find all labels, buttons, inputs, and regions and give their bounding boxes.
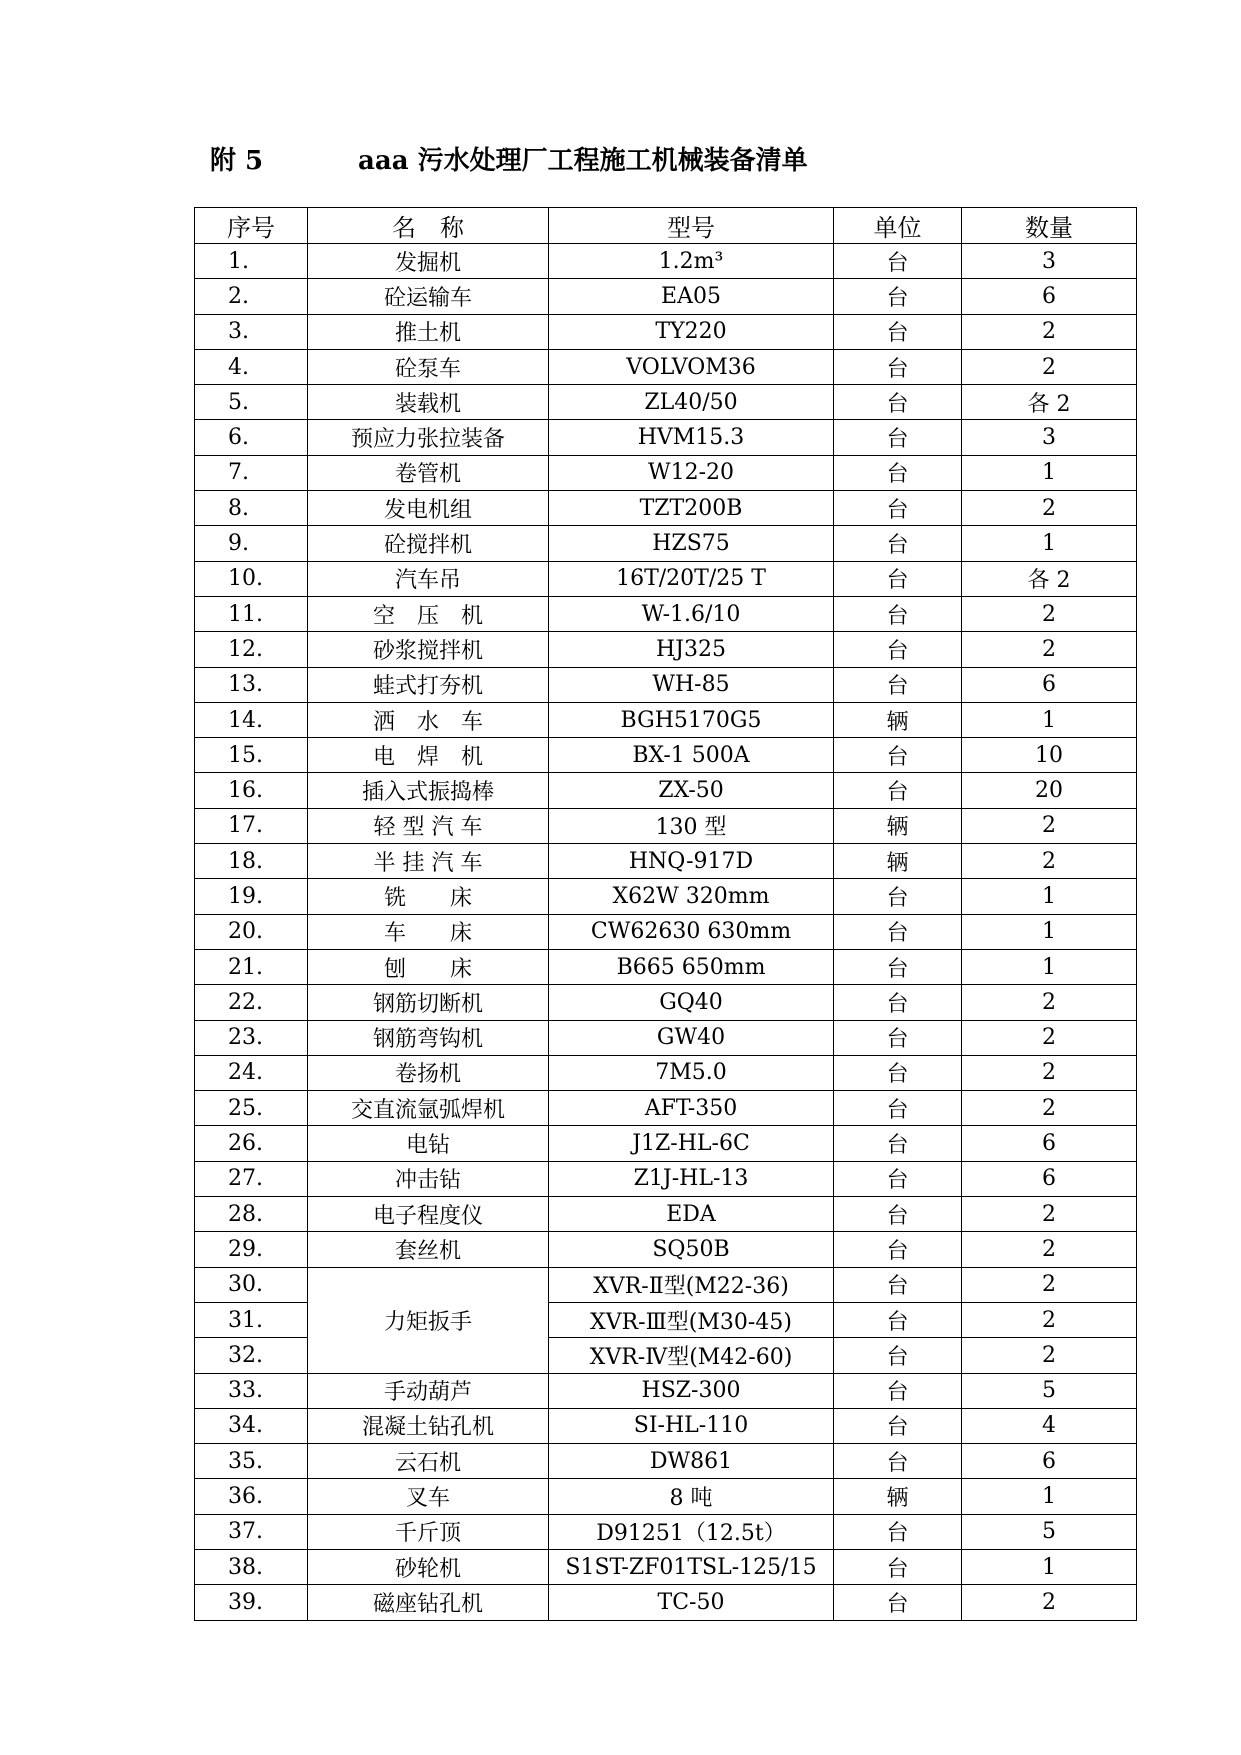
- cell-model: ZX-50: [549, 773, 834, 808]
- cell-quantity: 2: [962, 1232, 1137, 1267]
- cell-name: 卷管机: [308, 455, 549, 490]
- cell-name: 空 压 机: [308, 596, 549, 631]
- cell-model: 16T/20T/25 T: [549, 561, 834, 596]
- cell-index: 27.: [195, 1161, 308, 1196]
- cell-model: XVR-Ⅱ型(M22-36): [549, 1267, 834, 1302]
- table-row: [195, 985, 1137, 1020]
- cell-name: 力矩扳手: [308, 1267, 549, 1373]
- cell-name: 蛙式打夯机: [308, 667, 549, 702]
- cell-index: 2.: [195, 279, 308, 314]
- cell-quantity: 2: [962, 596, 1137, 631]
- cell-quantity: 5: [962, 1373, 1137, 1408]
- cell-unit: 台: [834, 1514, 962, 1549]
- cell-unit: 台: [834, 773, 962, 808]
- cell-name: 洒 水 车: [308, 702, 549, 737]
- cell-unit: 台: [834, 526, 962, 561]
- cell-index: 31.: [195, 1302, 308, 1337]
- cell-name: 钢筋弯钩机: [308, 1020, 549, 1055]
- cell-name: 预应力张拉装备: [308, 420, 549, 455]
- cell-unit: 台: [834, 1055, 962, 1090]
- cell-name: 砂轮机: [308, 1549, 549, 1584]
- table-row: [195, 1373, 1137, 1408]
- table-row: [195, 1020, 1137, 1055]
- cell-quantity: 各 2: [962, 561, 1137, 596]
- table-row: [195, 244, 1137, 279]
- table-row: [195, 385, 1137, 420]
- table-row: [195, 420, 1137, 455]
- cell-model: XVR-Ⅳ型(M42-60): [549, 1338, 834, 1373]
- cell-index: 10.: [195, 561, 308, 596]
- cell-quantity: 2: [962, 1091, 1137, 1126]
- cell-index: 21.: [195, 949, 308, 984]
- table-row: [195, 561, 1137, 596]
- cell-quantity: 1: [962, 914, 1137, 949]
- cell-quantity: 6: [962, 1126, 1137, 1161]
- cell-quantity: 2: [962, 1338, 1137, 1373]
- cell-model: AFT-350: [549, 1091, 834, 1126]
- cell-name: 套丝机: [308, 1232, 549, 1267]
- table-header-row: [195, 208, 1137, 244]
- cell-unit: 台: [834, 314, 962, 349]
- cell-unit: 辆: [834, 844, 962, 879]
- cell-unit: 台: [834, 1020, 962, 1055]
- cell-unit: 台: [834, 949, 962, 984]
- table-row: [195, 1161, 1137, 1196]
- cell-index: 17.: [195, 808, 308, 843]
- table-row: [195, 491, 1137, 526]
- cell-unit: 台: [834, 1091, 962, 1126]
- cell-name: 汽车吊: [308, 561, 549, 596]
- cell-model: HJ325: [549, 632, 834, 667]
- cell-model: XVR-Ⅲ型(M30-45): [549, 1302, 834, 1337]
- cell-index: 15.: [195, 738, 308, 773]
- cell-model: VOLVOM36: [549, 349, 834, 384]
- table-row: [195, 1055, 1137, 1090]
- cell-index: 33.: [195, 1373, 308, 1408]
- cell-model: 7M5.0: [549, 1055, 834, 1090]
- cell-quantity: 2: [962, 808, 1137, 843]
- cell-model: 8 吨: [549, 1479, 834, 1514]
- cell-index: 19.: [195, 879, 308, 914]
- cell-name: 交直流氩弧焊机: [308, 1091, 549, 1126]
- cell-unit: 台: [834, 1408, 962, 1443]
- header-unit: 单位: [834, 208, 962, 244]
- cell-unit: 台: [834, 491, 962, 526]
- cell-model: EDA: [549, 1197, 834, 1232]
- cell-unit: 台: [834, 985, 962, 1020]
- cell-model: EA05: [549, 279, 834, 314]
- cell-model: HSZ-300: [549, 1373, 834, 1408]
- cell-name: 砼搅拌机: [308, 526, 549, 561]
- cell-index: 13.: [195, 667, 308, 702]
- cell-unit: 台: [834, 1197, 962, 1232]
- cell-index: 35.: [195, 1444, 308, 1479]
- table-row: [195, 596, 1137, 631]
- cell-index: 3.: [195, 314, 308, 349]
- cell-quantity: 2: [962, 1267, 1137, 1302]
- cell-model: ZL40/50: [549, 385, 834, 420]
- cell-name: 铣 床: [308, 879, 549, 914]
- cell-quantity: 2: [962, 491, 1137, 526]
- cell-name: 电 焊 机: [308, 738, 549, 773]
- cell-quantity: 6: [962, 1161, 1137, 1196]
- cell-unit: 台: [834, 1585, 962, 1620]
- table-row: [195, 1197, 1137, 1232]
- cell-index: 38.: [195, 1549, 308, 1584]
- table-row: [195, 314, 1137, 349]
- cell-model: HNQ-917D: [549, 844, 834, 879]
- cell-quantity: 1: [962, 1479, 1137, 1514]
- cell-index: 34.: [195, 1408, 308, 1443]
- cell-model: SI-HL-110: [549, 1408, 834, 1443]
- cell-name: 发掘机: [308, 244, 549, 279]
- table-row: [195, 1408, 1137, 1443]
- cell-unit: 台: [834, 1338, 962, 1373]
- cell-unit: 辆: [834, 808, 962, 843]
- cell-quantity: 3: [962, 244, 1137, 279]
- table-row: [195, 1444, 1137, 1479]
- table-row: [195, 1232, 1137, 1267]
- cell-model: CW62630 630mm: [549, 914, 834, 949]
- table-row: [195, 1549, 1137, 1584]
- cell-model: TC-50: [549, 1585, 834, 1620]
- header-quantity: 数量: [962, 208, 1137, 244]
- cell-index: 23.: [195, 1020, 308, 1055]
- cell-quantity: 2: [962, 349, 1137, 384]
- cell-quantity: 6: [962, 667, 1137, 702]
- cell-quantity: 2: [962, 1302, 1137, 1337]
- cell-name: 装载机: [308, 385, 549, 420]
- table-row: [195, 1585, 1137, 1620]
- table-row: [195, 1479, 1137, 1514]
- cell-model: BGH5170G5: [549, 702, 834, 737]
- cell-index: 24.: [195, 1055, 308, 1090]
- cell-model: WH-85: [549, 667, 834, 702]
- cell-name: 车 床: [308, 914, 549, 949]
- cell-unit: 台: [834, 349, 962, 384]
- cell-model: W-1.6/10: [549, 596, 834, 631]
- cell-quantity: 5: [962, 1514, 1137, 1549]
- cell-index: 14.: [195, 702, 308, 737]
- cell-unit: 台: [834, 1373, 962, 1408]
- cell-unit: 台: [834, 1444, 962, 1479]
- cell-name: 卷扬机: [308, 1055, 549, 1090]
- cell-name: 手动葫芦: [308, 1373, 549, 1408]
- cell-unit: 台: [834, 1126, 962, 1161]
- cell-unit: 台: [834, 244, 962, 279]
- cell-model: TY220: [549, 314, 834, 349]
- cell-quantity: 1: [962, 949, 1137, 984]
- cell-quantity: 2: [962, 844, 1137, 879]
- cell-index: 4.: [195, 349, 308, 384]
- cell-unit: 台: [834, 914, 962, 949]
- cell-unit: 台: [834, 1161, 962, 1196]
- cell-unit: 台: [834, 596, 962, 631]
- table-row: [195, 949, 1137, 984]
- table-row: [195, 1091, 1137, 1126]
- cell-quantity: 2: [962, 985, 1137, 1020]
- cell-index: 18.: [195, 844, 308, 879]
- cell-name: 轻 型 汽 车: [308, 808, 549, 843]
- cell-name: 电子程度仪: [308, 1197, 549, 1232]
- cell-index: 32.: [195, 1338, 308, 1373]
- cell-name: 半 挂 汽 车: [308, 844, 549, 879]
- cell-model: HVM15.3: [549, 420, 834, 455]
- cell-model: 130 型: [549, 808, 834, 843]
- cell-quantity: 1: [962, 702, 1137, 737]
- cell-index: 7.: [195, 455, 308, 490]
- cell-quantity: 1: [962, 526, 1137, 561]
- header-index: 序号: [195, 208, 308, 244]
- cell-quantity: 1: [962, 1549, 1137, 1584]
- cell-index: 8.: [195, 491, 308, 526]
- cell-quantity: 各 2: [962, 385, 1137, 420]
- cell-quantity: 2: [962, 1020, 1137, 1055]
- cell-unit: 台: [834, 879, 962, 914]
- cell-index: 20.: [195, 914, 308, 949]
- cell-name: 叉车: [308, 1479, 549, 1514]
- cell-index: 5.: [195, 385, 308, 420]
- cell-name: 钢筋切断机: [308, 985, 549, 1020]
- header-model: 型号: [549, 208, 834, 244]
- cell-quantity: 10: [962, 738, 1137, 773]
- cell-model: GQ40: [549, 985, 834, 1020]
- table-row: [195, 808, 1137, 843]
- cell-unit: 台: [834, 1267, 962, 1302]
- cell-quantity: 4: [962, 1408, 1137, 1443]
- cell-model: Z1J-HL-13: [549, 1161, 834, 1196]
- cell-unit: 辆: [834, 1479, 962, 1514]
- cell-unit: 台: [834, 1232, 962, 1267]
- cell-quantity: 1: [962, 879, 1137, 914]
- table-row: [195, 773, 1137, 808]
- cell-quantity: 6: [962, 279, 1137, 314]
- cell-index: 12.: [195, 632, 308, 667]
- table-row: [195, 914, 1137, 949]
- cell-unit: 台: [834, 279, 962, 314]
- cell-quantity: 2: [962, 1055, 1137, 1090]
- cell-model: SQ50B: [549, 1232, 834, 1267]
- cell-model: J1Z-HL-6C: [549, 1126, 834, 1161]
- cell-unit: 台: [834, 1549, 962, 1584]
- cell-name: 磁座钻孔机: [308, 1585, 549, 1620]
- table-row: [195, 1267, 1137, 1302]
- cell-name: 砼运输车: [308, 279, 549, 314]
- table-row: [195, 738, 1137, 773]
- cell-index: 11.: [195, 596, 308, 631]
- cell-unit: 台: [834, 632, 962, 667]
- table-row: [195, 1126, 1137, 1161]
- cell-index: 1.: [195, 244, 308, 279]
- cell-quantity: 2: [962, 314, 1137, 349]
- cell-name: 电钻: [308, 1126, 549, 1161]
- table-row: [195, 844, 1137, 879]
- table-row: [195, 349, 1137, 384]
- cell-index: 25.: [195, 1091, 308, 1126]
- cell-model: W12-20: [549, 455, 834, 490]
- cell-quantity: 20: [962, 773, 1137, 808]
- table-row: [195, 632, 1137, 667]
- header-name: 名 称: [308, 208, 549, 244]
- cell-index: 16.: [195, 773, 308, 808]
- cell-model: X62W 320mm: [549, 879, 834, 914]
- cell-model: DW861: [549, 1444, 834, 1479]
- cell-name: 插入式振捣棒: [308, 773, 549, 808]
- cell-index: 29.: [195, 1232, 308, 1267]
- cell-quantity: 2: [962, 1197, 1137, 1232]
- table-row: [195, 455, 1137, 490]
- cell-quantity: 2: [962, 632, 1137, 667]
- cell-unit: 台: [834, 1302, 962, 1337]
- page-title: [210, 140, 808, 177]
- table-body: [195, 244, 1137, 1621]
- cell-name: 刨 床: [308, 949, 549, 984]
- cell-index: 30.: [195, 1267, 308, 1302]
- cell-index: 36.: [195, 1479, 308, 1514]
- cell-name: 冲击钻: [308, 1161, 549, 1196]
- cell-quantity: 6: [962, 1444, 1137, 1479]
- cell-name: 推土机: [308, 314, 549, 349]
- cell-unit: 台: [834, 420, 962, 455]
- annex-label: 附 5: [210, 146, 264, 176]
- cell-model: BX-1 500A: [549, 738, 834, 773]
- cell-index: 39.: [195, 1585, 308, 1620]
- cell-index: 22.: [195, 985, 308, 1020]
- equipment-table: [194, 207, 1137, 1621]
- cell-quantity: 3: [962, 420, 1137, 455]
- cell-unit: 台: [834, 385, 962, 420]
- title-text: aaa 污水处理厂工程施工机械装备清单: [358, 146, 808, 176]
- cell-unit: 台: [834, 738, 962, 773]
- cell-name: 砂浆搅拌机: [308, 632, 549, 667]
- cell-unit: 辆: [834, 702, 962, 737]
- table-row: [195, 1514, 1137, 1549]
- cell-quantity: 2: [962, 1585, 1137, 1620]
- cell-model: B665 650mm: [549, 949, 834, 984]
- cell-model: S1ST-ZF01TSL-125/15: [549, 1549, 834, 1584]
- cell-index: 26.: [195, 1126, 308, 1161]
- cell-index: 6.: [195, 420, 308, 455]
- cell-index: 37.: [195, 1514, 308, 1549]
- cell-model: GW40: [549, 1020, 834, 1055]
- cell-model: TZT200B: [549, 491, 834, 526]
- cell-model: 1.2m³: [549, 244, 834, 279]
- cell-index: 9.: [195, 526, 308, 561]
- cell-unit: 台: [834, 667, 962, 702]
- cell-unit: 台: [834, 561, 962, 596]
- cell-unit: 台: [834, 455, 962, 490]
- cell-index: 28.: [195, 1197, 308, 1232]
- cell-name: 砼泵车: [308, 349, 549, 384]
- table-row: [195, 667, 1137, 702]
- cell-quantity: 1: [962, 455, 1137, 490]
- cell-model: D91251（12.5t）: [549, 1514, 834, 1549]
- cell-name: 混凝土钻孔机: [308, 1408, 549, 1443]
- table-row: [195, 526, 1137, 561]
- cell-model: HZS75: [549, 526, 834, 561]
- cell-name: 云石机: [308, 1444, 549, 1479]
- table-row: [195, 702, 1137, 737]
- cell-name: 千斤顶: [308, 1514, 549, 1549]
- table-row: [195, 279, 1137, 314]
- table-row: [195, 879, 1137, 914]
- cell-name: 发电机组: [308, 491, 549, 526]
